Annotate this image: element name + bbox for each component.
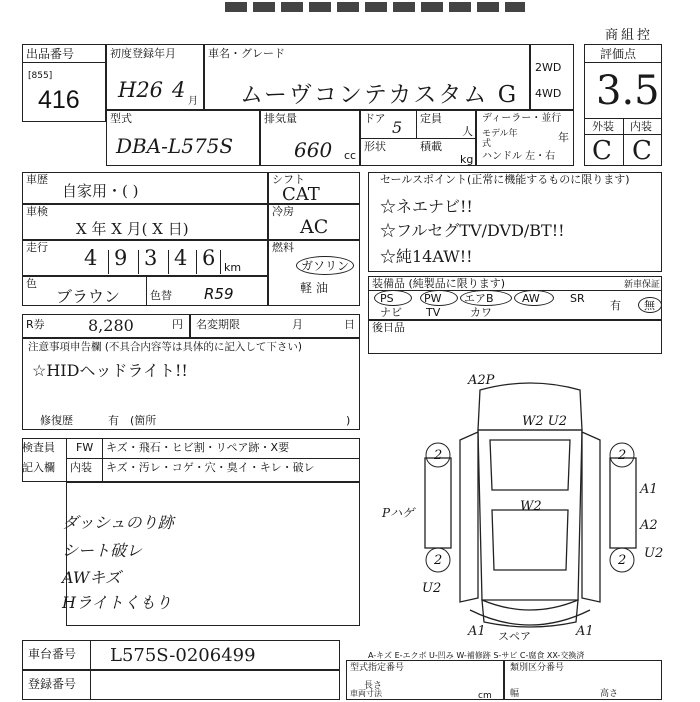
- car-diagram: [400, 370, 660, 640]
- doors-value: 5: [392, 118, 403, 137]
- handle-label: ハンドル 左・右: [482, 151, 556, 162]
- mileage-digit: 4: [84, 246, 98, 270]
- color-label: 色: [26, 277, 37, 290]
- inspector-note: シート破レ: [62, 541, 143, 560]
- equip-item: カワ: [470, 306, 492, 319]
- bottom-label: A1: [468, 624, 486, 639]
- mileage-unit: km: [224, 261, 242, 274]
- width-label: 幅: [510, 689, 520, 699]
- car-name-label: 車名・グレード: [208, 47, 285, 60]
- fuel-label: 燃料: [272, 241, 294, 254]
- sales-item: ☆純14AW!!: [380, 247, 473, 266]
- displacement-label: 排気量: [264, 112, 297, 125]
- shift-label: シフト: [272, 173, 305, 186]
- notes-label: 注意事項申告欄 (不具合内容等は具体的に記入して下さい): [28, 341, 303, 353]
- name-change-label: 名変期限: [196, 318, 240, 331]
- diagram-left-bottom: U2: [422, 581, 442, 596]
- type-spec-label: 型式指定番号: [350, 663, 405, 673]
- registration-month: 4: [172, 78, 186, 102]
- chassis-label: 車台番号: [28, 647, 77, 661]
- load-label: 積載: [420, 140, 442, 153]
- registration-label: 初度登録年月: [110, 47, 176, 60]
- grade-label: 評価点: [600, 47, 637, 61]
- exterior-grade: C: [592, 136, 612, 166]
- diagram-spare: スペア: [498, 630, 531, 640]
- record-label: 記入欄: [22, 461, 55, 474]
- fuel-diesel: 軽 油: [300, 281, 328, 295]
- rear-box: [368, 320, 662, 354]
- mileage-label: 走行: [26, 241, 48, 254]
- interior-grade: C: [632, 136, 652, 166]
- drive-box: [530, 44, 574, 110]
- capacity-label: 定員: [420, 112, 442, 125]
- equip-item: エアB: [464, 292, 494, 305]
- fuel-gasoline: ガソリン: [296, 256, 354, 275]
- mileage-digit: 6: [202, 246, 216, 270]
- history-label: 車歴: [26, 173, 48, 186]
- mileage-digit: 4: [174, 246, 188, 270]
- bottom-label: A1: [576, 624, 594, 639]
- right-label: A1: [640, 482, 658, 497]
- equip-item: ナビ: [380, 306, 402, 319]
- doors-label: ドア: [364, 112, 386, 125]
- model-year-label: モデル年式: [482, 129, 518, 149]
- drive-4wd: 4WD: [535, 87, 562, 100]
- color-code: R59: [204, 285, 234, 303]
- class-label: 類別区分番号: [510, 663, 565, 673]
- equip-item: SR: [570, 292, 585, 305]
- car-name-value: ムーヴコンテカスタム G: [240, 82, 519, 108]
- pillar-label: Pハゲ: [382, 506, 415, 520]
- inner-label: 内装: [70, 461, 92, 474]
- lot-number: 416: [38, 86, 80, 114]
- history-box: [22, 172, 268, 204]
- length-label: 長さ: [364, 681, 383, 691]
- name-change-month: 月: [292, 318, 303, 331]
- right-label: A2: [640, 518, 658, 533]
- capacity-unit: 人: [462, 125, 473, 138]
- height-label: 高さ: [600, 689, 619, 699]
- repair-location: (箇所: [130, 414, 157, 427]
- sales-item: ☆フルセグTV/DVD/BT!!: [380, 221, 565, 240]
- fw-items: キズ・飛石・ヒビ割・リペア跡・X要: [106, 441, 290, 454]
- exterior-label: 外装: [592, 120, 614, 133]
- lot-label: 出品番号: [26, 47, 75, 61]
- inspector-note: Hライトくもり: [62, 593, 172, 612]
- wheel-label: 2: [434, 553, 443, 568]
- color-value: ブラウン: [56, 287, 121, 306]
- equipment-label: 装備品 (純製品に限ります): [372, 277, 506, 290]
- brand-label: 商組控: [605, 28, 654, 43]
- inspector-note: AWキズ: [62, 568, 122, 587]
- diagram-roof-label: W2 U2: [522, 414, 567, 429]
- inspection-label: 車検: [26, 205, 48, 218]
- equip-item: PS: [380, 292, 394, 305]
- inspection-value: X 年 X 月( X 日): [76, 220, 189, 238]
- displacement-value: 660: [294, 138, 333, 162]
- inner-items: キズ・汚レ・コゲ・穴・臭イ・キレ・破レ: [106, 461, 315, 474]
- year-unit: 年: [558, 131, 569, 144]
- diagram-top-label: A2P: [468, 373, 495, 388]
- model-value: DBA-L575S: [116, 134, 234, 158]
- shift-value: CAT: [282, 184, 320, 205]
- registration-year: H26: [118, 78, 164, 102]
- rear-label: 後日品: [372, 321, 405, 334]
- repair-close: ): [346, 414, 351, 427]
- drive-2wd: 2WD: [535, 61, 562, 74]
- chassis-value: L575S-0206499: [110, 645, 256, 666]
- repair-has: 有: [108, 414, 119, 427]
- shape-label: 形状: [364, 140, 386, 153]
- fw-label: FW: [76, 441, 94, 454]
- reg-label: 登録番号: [28, 677, 77, 691]
- equip-item: PW: [424, 292, 442, 305]
- equip-item: AW: [522, 292, 540, 305]
- inspector-label: 検査員: [22, 441, 55, 454]
- interior-label: 内装: [630, 120, 652, 133]
- dims-unit: cm: [478, 691, 492, 701]
- cooler-label: 冷房: [272, 205, 294, 218]
- cooler-value: AC: [300, 216, 329, 238]
- recycle-value: 8,280: [88, 316, 134, 335]
- equip-item: TV: [426, 306, 441, 319]
- wheel-label: 2: [618, 553, 627, 568]
- grade-value: 3.5: [596, 68, 660, 114]
- dealer-label: ディーラー・並行: [482, 113, 562, 124]
- recycle-label: R券: [26, 318, 45, 331]
- mileage-digit: 9: [114, 246, 128, 270]
- damage-legend: A-キズ E-エクボ U-凹み W-補修跡 S-サビ C-腐食 XX-交換済: [368, 651, 585, 660]
- right-label: U2: [644, 546, 664, 561]
- load-unit: kg: [460, 153, 474, 166]
- auction-code: [855]: [28, 71, 53, 81]
- sales-item: ☆ネエナビ!!: [380, 197, 473, 216]
- dims-label: 車両寸法: [350, 689, 382, 698]
- warranty-none: 無: [644, 299, 655, 312]
- inspector-note: ダッシュのり跡: [62, 513, 174, 532]
- history-value: 自家用・( ): [62, 182, 139, 200]
- model-label: 型式: [110, 112, 132, 125]
- mileage-digit: 3: [144, 246, 158, 270]
- name-change-day: 日: [344, 318, 355, 331]
- registration-month-unit: 月: [188, 96, 198, 107]
- repair-label: 修復歴: [40, 414, 73, 427]
- recycle-unit: 円: [172, 318, 183, 331]
- wheel-label: 2: [434, 448, 443, 463]
- color-code-label: 色替: [150, 289, 172, 302]
- notes-text: ☆HIDヘッドライト!!: [32, 361, 188, 380]
- diagram-body-label: W2: [520, 499, 542, 514]
- sales-label: セールスポイント(正常に機能するものに限ります): [380, 173, 630, 186]
- header-title: [225, 0, 525, 14]
- warranty-label: 新車保証: [624, 280, 661, 290]
- displacement-unit: cc: [344, 149, 357, 162]
- warranty-has: 有: [610, 299, 621, 312]
- wheel-label: 2: [618, 448, 627, 463]
